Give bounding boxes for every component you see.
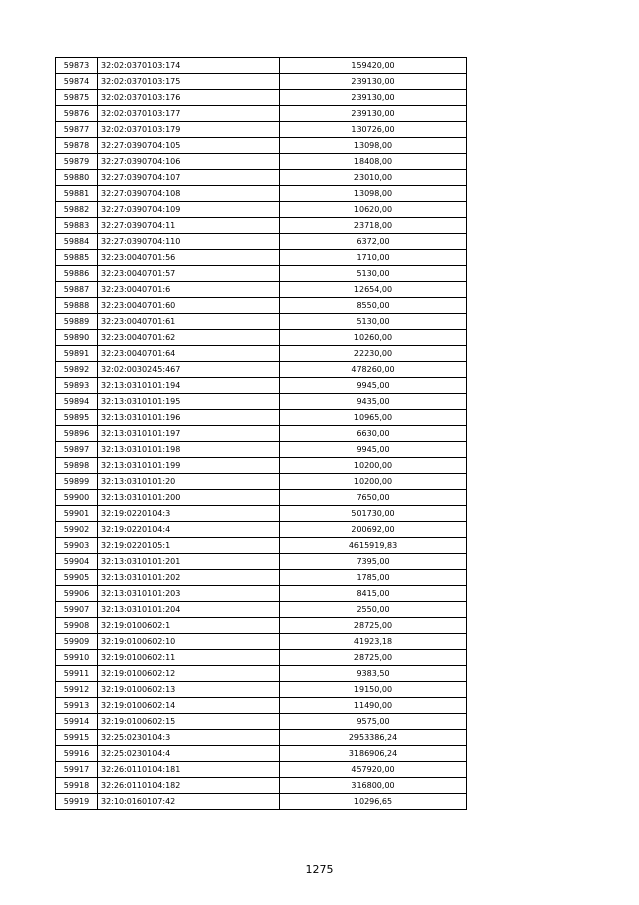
- cadastral-number-cell: 32:27:0390704:109: [98, 202, 280, 218]
- row-number-cell: 59913: [56, 698, 98, 714]
- table-row: [56, 442, 467, 458]
- row-number-cell: 59912: [56, 682, 98, 698]
- cadastral-number-cell: 32:02:0370103:174: [98, 58, 280, 74]
- row-number-cell: 59905: [56, 570, 98, 586]
- table-row: [56, 250, 467, 266]
- table-row: [56, 666, 467, 682]
- cadastral-value-cell: 13098,00: [280, 186, 467, 202]
- row-number-cell: 59894: [56, 394, 98, 410]
- table-row: [56, 90, 467, 106]
- table-row: [56, 586, 467, 602]
- cadastral-value-cell: 1710,00: [280, 250, 467, 266]
- cadastral-number-cell: 32:13:0310101:20: [98, 474, 280, 490]
- cadastral-number-cell: 32:27:0390704:105: [98, 138, 280, 154]
- row-number-cell: 59884: [56, 234, 98, 250]
- row-number-cell: 59893: [56, 378, 98, 394]
- cadastral-number-cell: 32:02:0370103:176: [98, 90, 280, 106]
- table-body: [56, 58, 467, 810]
- table-row: [56, 682, 467, 698]
- cadastral-value-cell: 41923,18: [280, 634, 467, 650]
- row-number-cell: 59901: [56, 506, 98, 522]
- cadastral-value-cell: 2550,00: [280, 602, 467, 618]
- cadastral-value-cell: 9945,00: [280, 442, 467, 458]
- cadastral-value-cell: 1785,00: [280, 570, 467, 586]
- cadastral-value-cell: 9435,00: [280, 394, 467, 410]
- row-number-cell: 59916: [56, 746, 98, 762]
- cadastral-value-cell: 8415,00: [280, 586, 467, 602]
- row-number-cell: 59908: [56, 618, 98, 634]
- cadastral-number-cell: 32:27:0390704:110: [98, 234, 280, 250]
- cadastral-number-cell: 32:26:0110104:181: [98, 762, 280, 778]
- cadastral-number-cell: 32:27:0390704:11: [98, 218, 280, 234]
- cadastral-number-cell: 32:23:0040701:61: [98, 314, 280, 330]
- cadastral-value-cell: 28725,00: [280, 618, 467, 634]
- row-number-cell: 59889: [56, 314, 98, 330]
- cadastral-value-cell: 316800,00: [280, 778, 467, 794]
- cadastral-number-cell: 32:19:0100602:14: [98, 698, 280, 714]
- row-number-cell: 59874: [56, 74, 98, 90]
- cadastral-value-cell: 7650,00: [280, 490, 467, 506]
- cadastral-number-cell: 32:23:0040701:64: [98, 346, 280, 362]
- table-row: [56, 650, 467, 666]
- cadastral-value-cell: 130726,00: [280, 122, 467, 138]
- cadastral-value-cell: 12654,00: [280, 282, 467, 298]
- table-row: [56, 218, 467, 234]
- row-number-cell: 59906: [56, 586, 98, 602]
- cadastral-number-cell: 32:19:0100602:13: [98, 682, 280, 698]
- row-number-cell: 59902: [56, 522, 98, 538]
- cadastral-value-cell: 501730,00: [280, 506, 467, 522]
- table-row: [56, 346, 467, 362]
- cadastral-number-cell: 32:19:0220105:1: [98, 538, 280, 554]
- cadastral-number-cell: 32:02:0370103:179: [98, 122, 280, 138]
- cadastral-number-cell: 32:13:0310101:197: [98, 426, 280, 442]
- cadastral-number-cell: 32:13:0310101:202: [98, 570, 280, 586]
- table-row: [56, 154, 467, 170]
- cadastral-number-cell: 32:19:0220104:3: [98, 506, 280, 522]
- cadastral-number-cell: 32:25:0230104:4: [98, 746, 280, 762]
- row-number-cell: 59892: [56, 362, 98, 378]
- row-number-cell: 59904: [56, 554, 98, 570]
- cadastral-value-cell: 457920,00: [280, 762, 467, 778]
- cadastral-number-cell: 32:26:0110104:182: [98, 778, 280, 794]
- table-row: [56, 122, 467, 138]
- table-row: [56, 698, 467, 714]
- cadastral-number-cell: 32:13:0310101:198: [98, 442, 280, 458]
- cadastral-value-cell: 8550,00: [280, 298, 467, 314]
- cadastral-value-cell: 22230,00: [280, 346, 467, 362]
- cadastral-value-cell: 2953386,24: [280, 730, 467, 746]
- table-row: [56, 138, 467, 154]
- table-row: [56, 282, 467, 298]
- cadastral-number-cell: 32:02:0370103:177: [98, 106, 280, 122]
- cadastral-number-cell: 32:27:0390704:107: [98, 170, 280, 186]
- table-row: [56, 362, 467, 378]
- table-row: [56, 378, 467, 394]
- cadastral-number-cell: 32:23:0040701:6: [98, 282, 280, 298]
- cadastral-value-cell: 10260,00: [280, 330, 467, 346]
- table-row: [56, 234, 467, 250]
- page-number: 1275: [305, 863, 334, 876]
- cadastral-number-cell: 32:13:0310101:194: [98, 378, 280, 394]
- row-number-cell: 59917: [56, 762, 98, 778]
- table-row: [56, 746, 467, 762]
- cadastral-value-cell: 11490,00: [280, 698, 467, 714]
- cadastral-value-cell: 239130,00: [280, 90, 467, 106]
- cadastral-value-cell: 18408,00: [280, 154, 467, 170]
- cadastral-value-cell: 3186906,24: [280, 746, 467, 762]
- row-number-cell: 59877: [56, 122, 98, 138]
- cadastral-number-cell: 32:02:0370103:175: [98, 74, 280, 90]
- table-row: [56, 762, 467, 778]
- table-row: [56, 490, 467, 506]
- row-number-cell: 59918: [56, 778, 98, 794]
- table-row: [56, 634, 467, 650]
- cadastral-number-cell: 32:27:0390704:106: [98, 154, 280, 170]
- row-number-cell: 59878: [56, 138, 98, 154]
- table-row: [56, 538, 467, 554]
- table-row: [56, 778, 467, 794]
- cadastral-value-cell: 6372,00: [280, 234, 467, 250]
- table-row: [56, 394, 467, 410]
- cadastral-number-cell: 32:19:0100602:10: [98, 634, 280, 650]
- cadastral-number-cell: 32:23:0040701:60: [98, 298, 280, 314]
- cadastral-value-cell: 10200,00: [280, 474, 467, 490]
- cadastral-number-cell: 32:23:0040701:62: [98, 330, 280, 346]
- row-number-cell: 59910: [56, 650, 98, 666]
- row-number-cell: 59887: [56, 282, 98, 298]
- table-row: [56, 730, 467, 746]
- table-row: [56, 570, 467, 586]
- cadastral-number-cell: 32:27:0390704:108: [98, 186, 280, 202]
- row-number-cell: 59883: [56, 218, 98, 234]
- cadastral-value-cell: 6630,00: [280, 426, 467, 442]
- cadastral-number-cell: 32:19:0100602:12: [98, 666, 280, 682]
- row-number-cell: 59882: [56, 202, 98, 218]
- row-number-cell: 59875: [56, 90, 98, 106]
- table-row: [56, 794, 467, 810]
- cadastral-value-cell: 5130,00: [280, 266, 467, 282]
- cadastral-value-cell: 10296,65: [280, 794, 467, 810]
- cadastral-value-cell: 239130,00: [280, 74, 467, 90]
- table-row: [56, 74, 467, 90]
- table-row: [56, 602, 467, 618]
- row-number-cell: 59903: [56, 538, 98, 554]
- cadastral-number-cell: 32:10:0160107:42: [98, 794, 280, 810]
- row-number-cell: 59873: [56, 58, 98, 74]
- row-number-cell: 59888: [56, 298, 98, 314]
- cadastral-number-cell: 32:13:0310101:201: [98, 554, 280, 570]
- cadastral-value-cell: 9383,50: [280, 666, 467, 682]
- cadastral-number-cell: 32:23:0040701:57: [98, 266, 280, 282]
- cadastral-value-cell: 10620,00: [280, 202, 467, 218]
- row-number-cell: 59898: [56, 458, 98, 474]
- cadastral-value-cell: 239130,00: [280, 106, 467, 122]
- cadastral-number-cell: 32:19:0220104:4: [98, 522, 280, 538]
- row-number-cell: 59886: [56, 266, 98, 282]
- cadastral-number-cell: 32:13:0310101:199: [98, 458, 280, 474]
- row-number-cell: 59919: [56, 794, 98, 810]
- cadastral-value-cell: 28725,00: [280, 650, 467, 666]
- cadastral-value-cell: 19150,00: [280, 682, 467, 698]
- cadastral-value-cell: 9575,00: [280, 714, 467, 730]
- table-row: [56, 458, 467, 474]
- row-number-cell: 59896: [56, 426, 98, 442]
- row-number-cell: 59881: [56, 186, 98, 202]
- cadastral-number-cell: 32:19:0100602:1: [98, 618, 280, 634]
- row-number-cell: 59897: [56, 442, 98, 458]
- row-number-cell: 59907: [56, 602, 98, 618]
- row-number-cell: 59915: [56, 730, 98, 746]
- cadastral-number-cell: 32:13:0310101:204: [98, 602, 280, 618]
- cadastral-number-cell: 32:25:0230104:3: [98, 730, 280, 746]
- table-row: [56, 58, 467, 74]
- cadastral-number-cell: 32:19:0100602:15: [98, 714, 280, 730]
- cadastral-number-cell: 32:19:0100602:11: [98, 650, 280, 666]
- row-number-cell: 59911: [56, 666, 98, 682]
- cadastral-number-cell: 32:13:0310101:195: [98, 394, 280, 410]
- row-number-cell: 59890: [56, 330, 98, 346]
- table-row: [56, 266, 467, 282]
- row-number-cell: 59879: [56, 154, 98, 170]
- row-number-cell: 59900: [56, 490, 98, 506]
- table-row: [56, 170, 467, 186]
- table-row: [56, 506, 467, 522]
- cadastral-value-cell: 5130,00: [280, 314, 467, 330]
- row-number-cell: 59909: [56, 634, 98, 650]
- row-number-cell: 59895: [56, 410, 98, 426]
- cadastral-value-cell: 23010,00: [280, 170, 467, 186]
- row-number-cell: 59876: [56, 106, 98, 122]
- cadastral-number-cell: 32:13:0310101:203: [98, 586, 280, 602]
- cadastral-value-cell: 200692,00: [280, 522, 467, 538]
- table-row: [56, 330, 467, 346]
- cadastral-number-cell: 32:13:0310101:196: [98, 410, 280, 426]
- table-row: [56, 186, 467, 202]
- cadastral-value-cell: 9945,00: [280, 378, 467, 394]
- table-row: [56, 298, 467, 314]
- table-row: [56, 474, 467, 490]
- cadastral-value-cell: 159420,00: [280, 58, 467, 74]
- cadastral-value-cell: 478260,00: [280, 362, 467, 378]
- table-row: [56, 314, 467, 330]
- cadastral-value-cell: 10965,00: [280, 410, 467, 426]
- table-row: [56, 410, 467, 426]
- row-number-cell: 59899: [56, 474, 98, 490]
- cadastral-value-cell: 7395,00: [280, 554, 467, 570]
- table-row: [56, 202, 467, 218]
- cadastral-number-cell: 32:13:0310101:200: [98, 490, 280, 506]
- cadastral-value-table: [55, 57, 467, 810]
- cadastral-value-cell: 4615919,83: [280, 538, 467, 554]
- table-row: [56, 618, 467, 634]
- table-row: [56, 106, 467, 122]
- table-row: [56, 426, 467, 442]
- row-number-cell: 59880: [56, 170, 98, 186]
- table-row: [56, 522, 467, 538]
- cadastral-value-cell: 23718,00: [280, 218, 467, 234]
- cadastral-number-cell: 32:02:0030245:467: [98, 362, 280, 378]
- cadastral-value-cell: 13098,00: [280, 138, 467, 154]
- row-number-cell: 59914: [56, 714, 98, 730]
- table-row: [56, 714, 467, 730]
- row-number-cell: 59885: [56, 250, 98, 266]
- row-number-cell: 59891: [56, 346, 98, 362]
- table-row: [56, 554, 467, 570]
- cadastral-number-cell: 32:23:0040701:56: [98, 250, 280, 266]
- cadastral-value-cell: 10200,00: [280, 458, 467, 474]
